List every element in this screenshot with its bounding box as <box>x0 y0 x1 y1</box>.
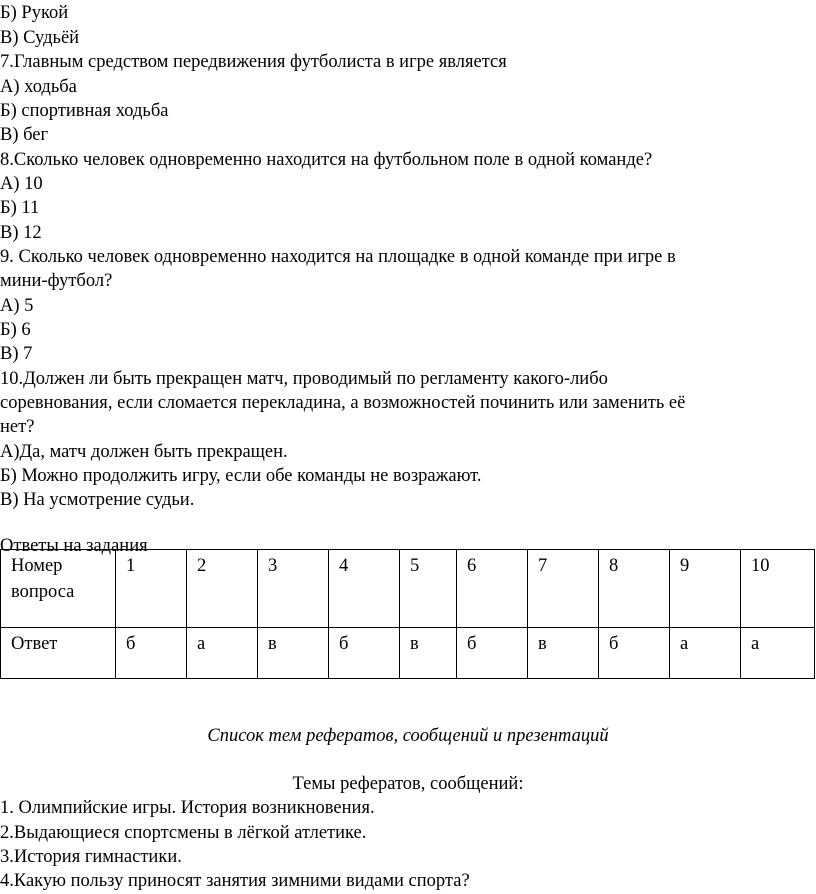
question-number-cell: 5 <box>400 550 457 628</box>
question-9-continued: мини-футбол? <box>0 271 113 291</box>
answer-cell: б <box>329 628 400 679</box>
question-number-cell: 10 <box>741 550 815 628</box>
question-number-cell: 3 <box>258 550 329 628</box>
answer-cell: б <box>599 628 670 679</box>
topic-item: 1. Олимпийские игры. История возникновения. <box>0 798 375 818</box>
table-header-cell <box>1 550 116 628</box>
answer-option: Б) Рукой <box>0 3 69 23</box>
header-label-line: вопроса <box>11 582 75 602</box>
topics-heading: Список тем рефератов, сообщений и презентаций <box>207 726 609 746</box>
answer-cell: б <box>457 628 528 679</box>
question-10-continued: нет? <box>0 417 35 437</box>
question-number-cell: 4 <box>329 550 400 628</box>
question-7: 7.Главным средством передвижения футболиста в игре является <box>0 52 507 72</box>
table-row <box>1 628 815 679</box>
answers-caption: Ответы на задания <box>0 536 148 556</box>
question-10-continued: соревнования, если сломается перекладина, а возможностей починить или заменить её <box>0 393 686 413</box>
answer-option: А) 10 <box>0 174 43 194</box>
topic-item: 4.Какую пользу приносят занятия зимними видами спорта? <box>0 871 470 891</box>
answer-option: А)Да, матч должен быть прекращен. <box>0 442 288 462</box>
answer-option: В) 7 <box>0 344 33 364</box>
topic-item: 2.Выдающиеся спортсмены в лёгкой атлетике. <box>0 823 367 843</box>
answer-option: В) бег <box>0 125 49 145</box>
answer-cell: а <box>741 628 815 679</box>
answer-option: В) 12 <box>0 223 42 243</box>
answer-option: В) На усмотрение судьи. <box>0 490 195 510</box>
question-9: 9. Сколько человек одновременно находится на площадке в одной команде при игре в <box>0 247 676 267</box>
question-number-cell: 2 <box>187 550 258 628</box>
question-8: 8.Сколько человек одновременно находится на футбольном поле в одной команде? <box>0 150 653 170</box>
answer-option: Б) спортивная ходьба <box>0 101 169 121</box>
table-row <box>1 550 815 628</box>
answer-option: Б) 11 <box>0 198 40 218</box>
topics-subheading: Темы рефератов, сообщений: <box>292 774 524 794</box>
answer-cell: а <box>187 628 258 679</box>
answer-label-cell: Ответ <box>1 628 116 679</box>
topic-item: 3.История гимнастики. <box>0 847 182 867</box>
question-number-cell: 9 <box>670 550 741 628</box>
answer-cell: в <box>258 628 329 679</box>
answer-option: А) 5 <box>0 296 34 316</box>
answer-option: В) Судьёй <box>0 28 80 48</box>
answer-cell: б <box>116 628 187 679</box>
question-number-cell: 8 <box>599 550 670 628</box>
answers-table <box>0 549 815 679</box>
question-10: 10.Должен ли быть прекращен матч, проводимый по регламенту какого-либо <box>0 369 608 389</box>
question-number-cell: 7 <box>528 550 599 628</box>
answer-option: Б) Можно продолжить игру, если обе команды не возражают. <box>0 466 482 486</box>
answer-cell: в <box>400 628 457 679</box>
header-label-line: Номер <box>11 556 63 576</box>
answer-option: Б) 6 <box>0 320 31 340</box>
question-number-cell: 6 <box>457 550 528 628</box>
answer-cell: а <box>670 628 741 679</box>
answer-cell: в <box>528 628 599 679</box>
answer-option: А) ходьба <box>0 77 77 97</box>
question-number-cell: 1 <box>116 550 187 628</box>
